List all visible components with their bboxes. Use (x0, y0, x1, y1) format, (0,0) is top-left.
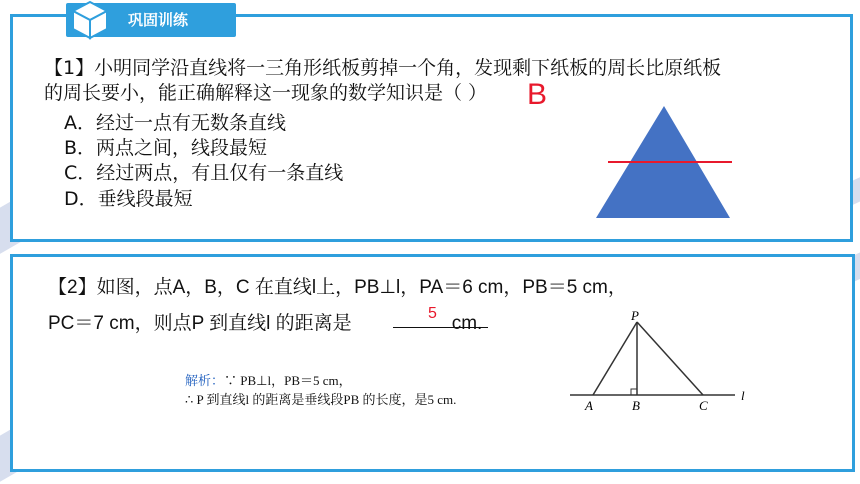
question-2-answer: 5 (428, 305, 437, 322)
segment-pa (593, 322, 637, 395)
answer-blank-line (393, 327, 488, 328)
solution-line-1 (185, 370, 352, 389)
option-a: A．经过一点有无数条直线 (64, 112, 286, 134)
label-b: B (632, 398, 640, 413)
label-l: l (741, 388, 745, 403)
question-2-line-2 (48, 308, 482, 335)
triangle-figure (590, 100, 740, 225)
solution-label: 解析： (185, 373, 225, 388)
cube-icon (70, 0, 110, 40)
solution-text-1: ∵ PB⊥l，PB＝5 cm， (224, 373, 352, 388)
label-c: C (699, 398, 708, 413)
question-1-answer: B (527, 78, 548, 111)
label-a: A (585, 398, 593, 413)
question-2-suffix: cm. (451, 313, 483, 334)
option-b: B．两点之间，线段最短 (64, 137, 268, 159)
right-angle-mark (631, 389, 637, 395)
question-1-line-2: 的周长要小，能正确解释这一现象的数学知识是（ ） (44, 82, 488, 104)
option-c: C．经过两点，有且仅有一条直线 (64, 162, 344, 184)
geometry-figure (565, 308, 755, 418)
question-1-line-1: 【1】小明同学沿直线将一三角形纸板剪掉一个角，发现剩下纸板的周长比原纸板 (44, 57, 722, 79)
section-title: 巩固训练 (128, 11, 189, 29)
question-1-text (44, 56, 824, 106)
question-2-prefix: PC＝7 cm，则点P 到直线l 的距离是 (48, 313, 352, 334)
segment-pc (637, 322, 703, 395)
label-p: P (631, 308, 639, 323)
option-d: D．垂线段最短 (64, 188, 193, 210)
question-2-line-1: 【2】如图，点A，B，C 在直线l上，PB⊥l，PA＝6 cm，PB＝5 cm， (48, 277, 627, 298)
solution-line-2: ∴ P 到直线l 的距离是垂线段PB 的长度，是5 cm. (185, 392, 457, 407)
